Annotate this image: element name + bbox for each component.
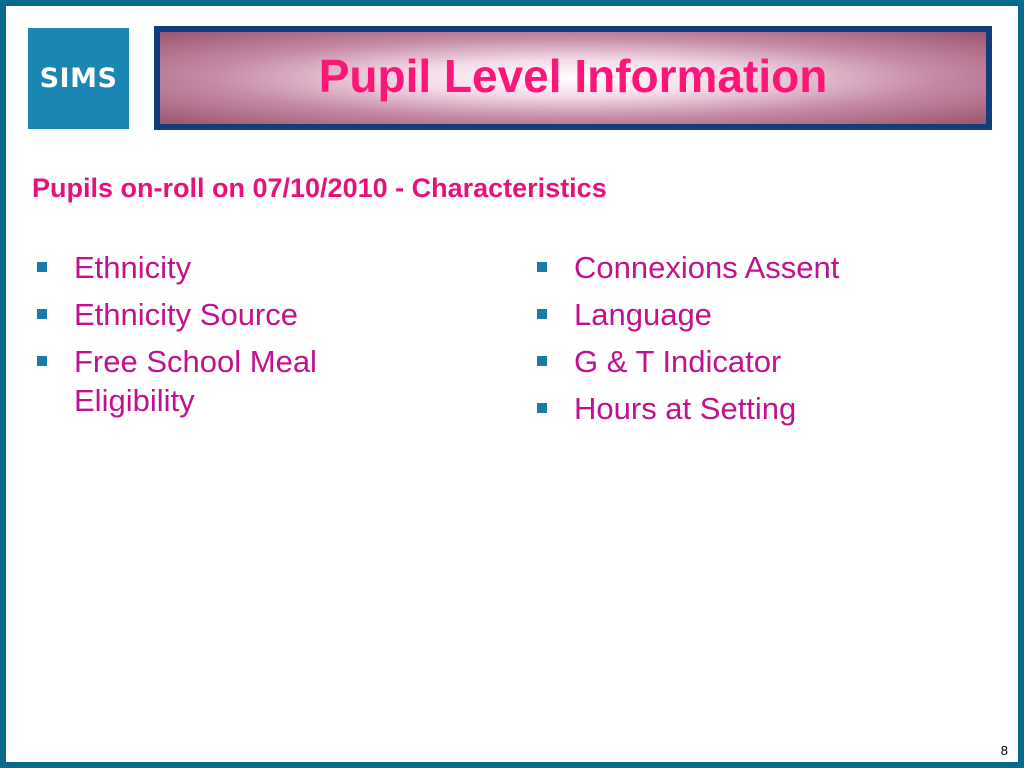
- list-item-label: G & T Indicator: [574, 344, 782, 379]
- square-bullet-icon: [37, 356, 47, 366]
- square-bullet-icon: [537, 403, 547, 413]
- list-item-label: Language: [574, 297, 712, 332]
- list-item: [32, 248, 412, 287]
- square-bullet-icon: [537, 356, 547, 366]
- title-banner-inner: [160, 32, 986, 124]
- list-item-label: Ethnicity Source: [74, 297, 298, 332]
- page-number: 8: [1000, 743, 1008, 758]
- list-item-label: Hours at Setting: [574, 391, 797, 426]
- slide-title: Pupil Level Information: [318, 50, 828, 102]
- square-bullet-icon: [537, 262, 547, 272]
- sims-logo: [28, 28, 129, 129]
- list-item: [532, 389, 972, 428]
- list-item: [532, 248, 972, 287]
- list-item: [32, 295, 412, 334]
- title-banner: [154, 26, 992, 130]
- right-bullet-list: [532, 248, 972, 436]
- square-bullet-icon: [37, 262, 47, 272]
- list-item-label: Connexions Assent: [574, 250, 840, 285]
- list-item: [532, 295, 972, 334]
- square-bullet-icon: [37, 309, 47, 319]
- list-item-label: Ethnicity: [74, 250, 192, 285]
- list-item: [532, 342, 972, 381]
- square-bullet-icon: [537, 309, 547, 319]
- logo-text: SIMS: [39, 63, 118, 94]
- left-bullet-list: [32, 248, 412, 428]
- list-item-label: Free School Meal Eligibility: [74, 344, 317, 418]
- slide-subtitle: Pupils on-roll on 07/10/2010 - Characteristics: [32, 173, 607, 203]
- list-item: [32, 342, 412, 420]
